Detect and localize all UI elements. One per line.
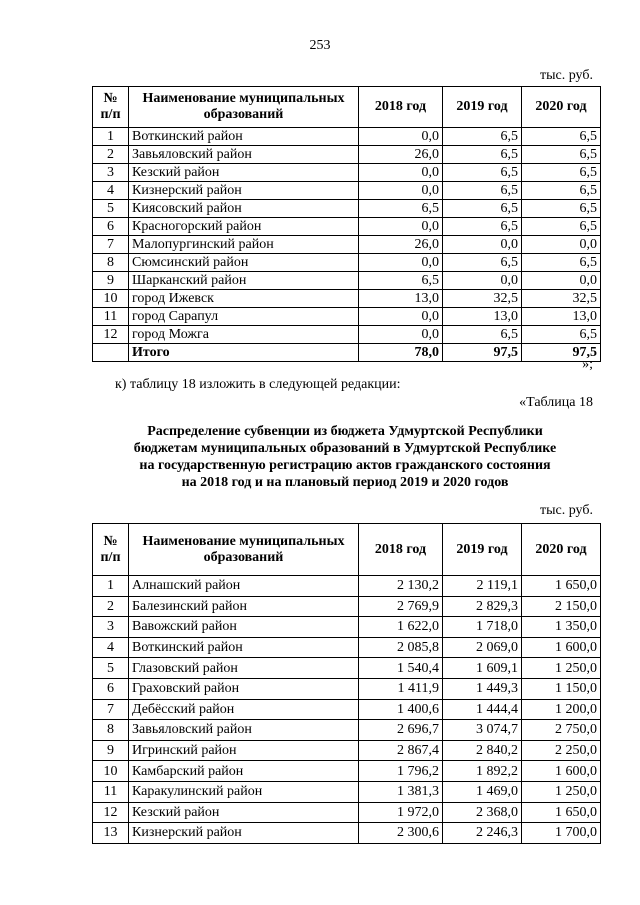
cell-2020: 2 250,0	[522, 740, 601, 761]
cell-2019: 6,5	[443, 182, 522, 200]
cell-2020: 13,0	[522, 308, 601, 326]
cell-2019: 1 449,3	[443, 678, 522, 699]
cell-2019: 6,5	[443, 200, 522, 218]
cell-name: Малопургинский район	[129, 236, 359, 254]
cell-2020: 1 650,0	[522, 576, 601, 597]
cell-2018: 6,5	[359, 272, 443, 290]
cell-name: Воткинский район	[129, 128, 359, 146]
table-row	[93, 802, 601, 823]
cell-number: 8	[93, 254, 129, 272]
table-row	[93, 658, 601, 679]
cell-2019: 6,5	[443, 146, 522, 164]
table-row	[93, 164, 601, 182]
cell-2019: 1 609,1	[443, 658, 522, 679]
cell-2020: 1 200,0	[522, 699, 601, 720]
cell-2018: 1 411,9	[359, 678, 443, 699]
cell-2019: 2 246,3	[443, 823, 522, 844]
table-row	[93, 218, 601, 236]
table-row	[93, 272, 601, 290]
cell-2020: 97,5	[522, 344, 601, 362]
table-row	[93, 326, 601, 344]
cell-2020: 6,5	[522, 182, 601, 200]
cell-number: 7	[93, 699, 129, 720]
table-title	[90, 423, 600, 491]
table-row	[93, 290, 601, 308]
cell-2018: 26,0	[359, 236, 443, 254]
cell-2020: 1 600,0	[522, 637, 601, 658]
cell-2019: 6,5	[443, 218, 522, 236]
header-2018: 2018 год	[359, 524, 443, 576]
cell-2018: 0,0	[359, 164, 443, 182]
cell-name: Каракулинский район	[129, 781, 359, 802]
table-row	[93, 308, 601, 326]
cell-number: 4	[93, 182, 129, 200]
header-number: № п/п	[93, 524, 129, 576]
cell-name: Игринский район	[129, 740, 359, 761]
cell-number: 13	[93, 823, 129, 844]
cell-2018: 0,0	[359, 308, 443, 326]
cell-number: 5	[93, 200, 129, 218]
header-2018: 2018 год	[359, 87, 443, 128]
cell-2020: 0,0	[522, 272, 601, 290]
amendment-instruction: к) таблицу 18 изложить в следующей редакции:	[115, 377, 401, 392]
cell-2019: 13,0	[443, 308, 522, 326]
cell-number	[93, 344, 129, 362]
cell-2018: 13,0	[359, 290, 443, 308]
cell-2020: 6,5	[522, 146, 601, 164]
cell-2019: 0,0	[443, 236, 522, 254]
cell-2018: 0,0	[359, 254, 443, 272]
cell-number: 1	[93, 576, 129, 597]
cell-2020: 1 700,0	[522, 823, 601, 844]
cell-2019: 2 840,2	[443, 740, 522, 761]
cell-2019: 6,5	[443, 164, 522, 182]
cell-2018: 6,5	[359, 200, 443, 218]
cell-2020: 6,5	[522, 164, 601, 182]
cell-number: 2	[93, 146, 129, 164]
cell-2018: 2 696,7	[359, 720, 443, 741]
header-2019: 2019 год	[443, 87, 522, 128]
units-label: тыс. руб.	[540, 503, 593, 518]
table-total-row	[93, 344, 601, 362]
cell-number: 11	[93, 308, 129, 326]
cell-name: город Можга	[129, 326, 359, 344]
table-row	[93, 823, 601, 844]
cell-number: 12	[93, 326, 129, 344]
cell-2020: 6,5	[522, 128, 601, 146]
cell-number: 10	[93, 290, 129, 308]
allocation-table-18	[92, 523, 601, 844]
table-header-row	[93, 87, 601, 128]
cell-2020: 2 750,0	[522, 720, 601, 741]
cell-2020: 1 150,0	[522, 678, 601, 699]
allocation-table-prev	[92, 86, 601, 362]
table-row	[93, 678, 601, 699]
cell-2020: 32,5	[522, 290, 601, 308]
cell-2019: 2 829,3	[443, 596, 522, 617]
cell-2020: 1 350,0	[522, 617, 601, 638]
header-2020: 2020 год	[522, 87, 601, 128]
cell-2019: 0,0	[443, 272, 522, 290]
table-row	[93, 699, 601, 720]
cell-number: 11	[93, 781, 129, 802]
cell-number: 3	[93, 617, 129, 638]
cell-number: 4	[93, 637, 129, 658]
cell-2018: 2 769,9	[359, 596, 443, 617]
cell-2018: 1 400,6	[359, 699, 443, 720]
cell-2018: 1 796,2	[359, 761, 443, 782]
cell-number: 9	[93, 272, 129, 290]
table-label: «Таблица 18	[519, 395, 593, 410]
cell-2018: 1 381,3	[359, 781, 443, 802]
cell-2018: 1 622,0	[359, 617, 443, 638]
table-row	[93, 200, 601, 218]
cell-2020: 6,5	[522, 200, 601, 218]
table-row	[93, 761, 601, 782]
cell-number: 2	[93, 596, 129, 617]
table-title-line: Распределение субвенции из бюджета Удмуртской Республики	[147, 424, 543, 439]
table-row	[93, 254, 601, 272]
cell-2019: 97,5	[443, 344, 522, 362]
table-title-line: на 2018 год и на плановый период 2019 и 2020 годов	[181, 475, 509, 490]
cell-name: Дебёсский район	[129, 699, 359, 720]
cell-name: Завьяловский район	[129, 146, 359, 164]
cell-number: 9	[93, 740, 129, 761]
cell-number: 12	[93, 802, 129, 823]
cell-name: Шарканский район	[129, 272, 359, 290]
table-row	[93, 596, 601, 617]
cell-2019: 32,5	[443, 290, 522, 308]
closing-quote-mark: »;	[582, 357, 593, 372]
cell-2019: 2 119,1	[443, 576, 522, 597]
header-2020: 2020 год	[522, 524, 601, 576]
cell-name: Глазовский район	[129, 658, 359, 679]
cell-2019: 6,5	[443, 254, 522, 272]
header-number: № п/п	[93, 87, 129, 128]
cell-name: город Ижевск	[129, 290, 359, 308]
cell-2020: 6,5	[522, 326, 601, 344]
cell-name: Балезинский район	[129, 596, 359, 617]
cell-name: Кезский район	[129, 164, 359, 182]
cell-name: Красногорский район	[129, 218, 359, 236]
cell-name: Кизнерский район	[129, 823, 359, 844]
cell-2018: 2 867,4	[359, 740, 443, 761]
cell-2019: 1 469,0	[443, 781, 522, 802]
cell-2018: 1 540,4	[359, 658, 443, 679]
cell-2019: 2 069,0	[443, 637, 522, 658]
cell-number: 8	[93, 720, 129, 741]
cell-2018: 2 130,2	[359, 576, 443, 597]
cell-name: Воткинский район	[129, 637, 359, 658]
table-row	[93, 617, 601, 638]
cell-name: город Сарапул	[129, 308, 359, 326]
table-row	[93, 781, 601, 802]
cell-name: Итого	[129, 344, 359, 362]
cell-2019: 6,5	[443, 128, 522, 146]
cell-name: Кезский район	[129, 802, 359, 823]
cell-name: Сюмсинский район	[129, 254, 359, 272]
cell-2018: 2 085,8	[359, 637, 443, 658]
cell-2018: 0,0	[359, 128, 443, 146]
cell-2018: 0,0	[359, 182, 443, 200]
cell-2019: 1 444,4	[443, 699, 522, 720]
table-title-line: бюджетам муниципальных образований в Удмуртской Республике	[133, 441, 557, 456]
table-header-row	[93, 524, 601, 576]
cell-2018: 0,0	[359, 218, 443, 236]
cell-name: Вавожский район	[129, 617, 359, 638]
cell-2019: 2 368,0	[443, 802, 522, 823]
table-title-line: на государственную регистрацию актов гражданского состояния	[139, 458, 551, 473]
header-2019: 2019 год	[443, 524, 522, 576]
cell-number: 6	[93, 678, 129, 699]
table-row	[93, 576, 601, 597]
cell-2020: 0,0	[522, 236, 601, 254]
units-label: тыс. руб.	[540, 68, 593, 83]
cell-2020: 6,5	[522, 254, 601, 272]
cell-name: Граховский район	[129, 678, 359, 699]
header-name: Наименование муниципальных образований	[129, 524, 359, 576]
cell-2018: 1 972,0	[359, 802, 443, 823]
cell-2020: 1 250,0	[522, 781, 601, 802]
table-row	[93, 740, 601, 761]
cell-2020: 1 600,0	[522, 761, 601, 782]
cell-name: Киясовский район	[129, 200, 359, 218]
cell-2018: 78,0	[359, 344, 443, 362]
table-row	[93, 236, 601, 254]
table-row	[93, 720, 601, 741]
cell-name: Алнашский район	[129, 576, 359, 597]
cell-number: 6	[93, 218, 129, 236]
table-row	[93, 182, 601, 200]
cell-name: Камбарский район	[129, 761, 359, 782]
cell-number: 1	[93, 128, 129, 146]
header-name: Наименование муниципальных образований	[129, 87, 359, 128]
cell-number: 7	[93, 236, 129, 254]
cell-number: 10	[93, 761, 129, 782]
cell-number: 5	[93, 658, 129, 679]
cell-2018: 26,0	[359, 146, 443, 164]
cell-2020: 2 150,0	[522, 596, 601, 617]
cell-name: Завьяловский район	[129, 720, 359, 741]
cell-name: Кизнерский район	[129, 182, 359, 200]
cell-2019: 1 718,0	[443, 617, 522, 638]
cell-2018: 2 300,6	[359, 823, 443, 844]
cell-2018: 0,0	[359, 326, 443, 344]
table-row	[93, 637, 601, 658]
cell-2020: 6,5	[522, 218, 601, 236]
cell-2019: 1 892,2	[443, 761, 522, 782]
table-row	[93, 146, 601, 164]
cell-2020: 1 250,0	[522, 658, 601, 679]
cell-2019: 6,5	[443, 326, 522, 344]
cell-number: 3	[93, 164, 129, 182]
page-number: 253	[309, 38, 331, 53]
table-row	[93, 128, 601, 146]
cell-2019: 3 074,7	[443, 720, 522, 741]
cell-2020: 1 650,0	[522, 802, 601, 823]
